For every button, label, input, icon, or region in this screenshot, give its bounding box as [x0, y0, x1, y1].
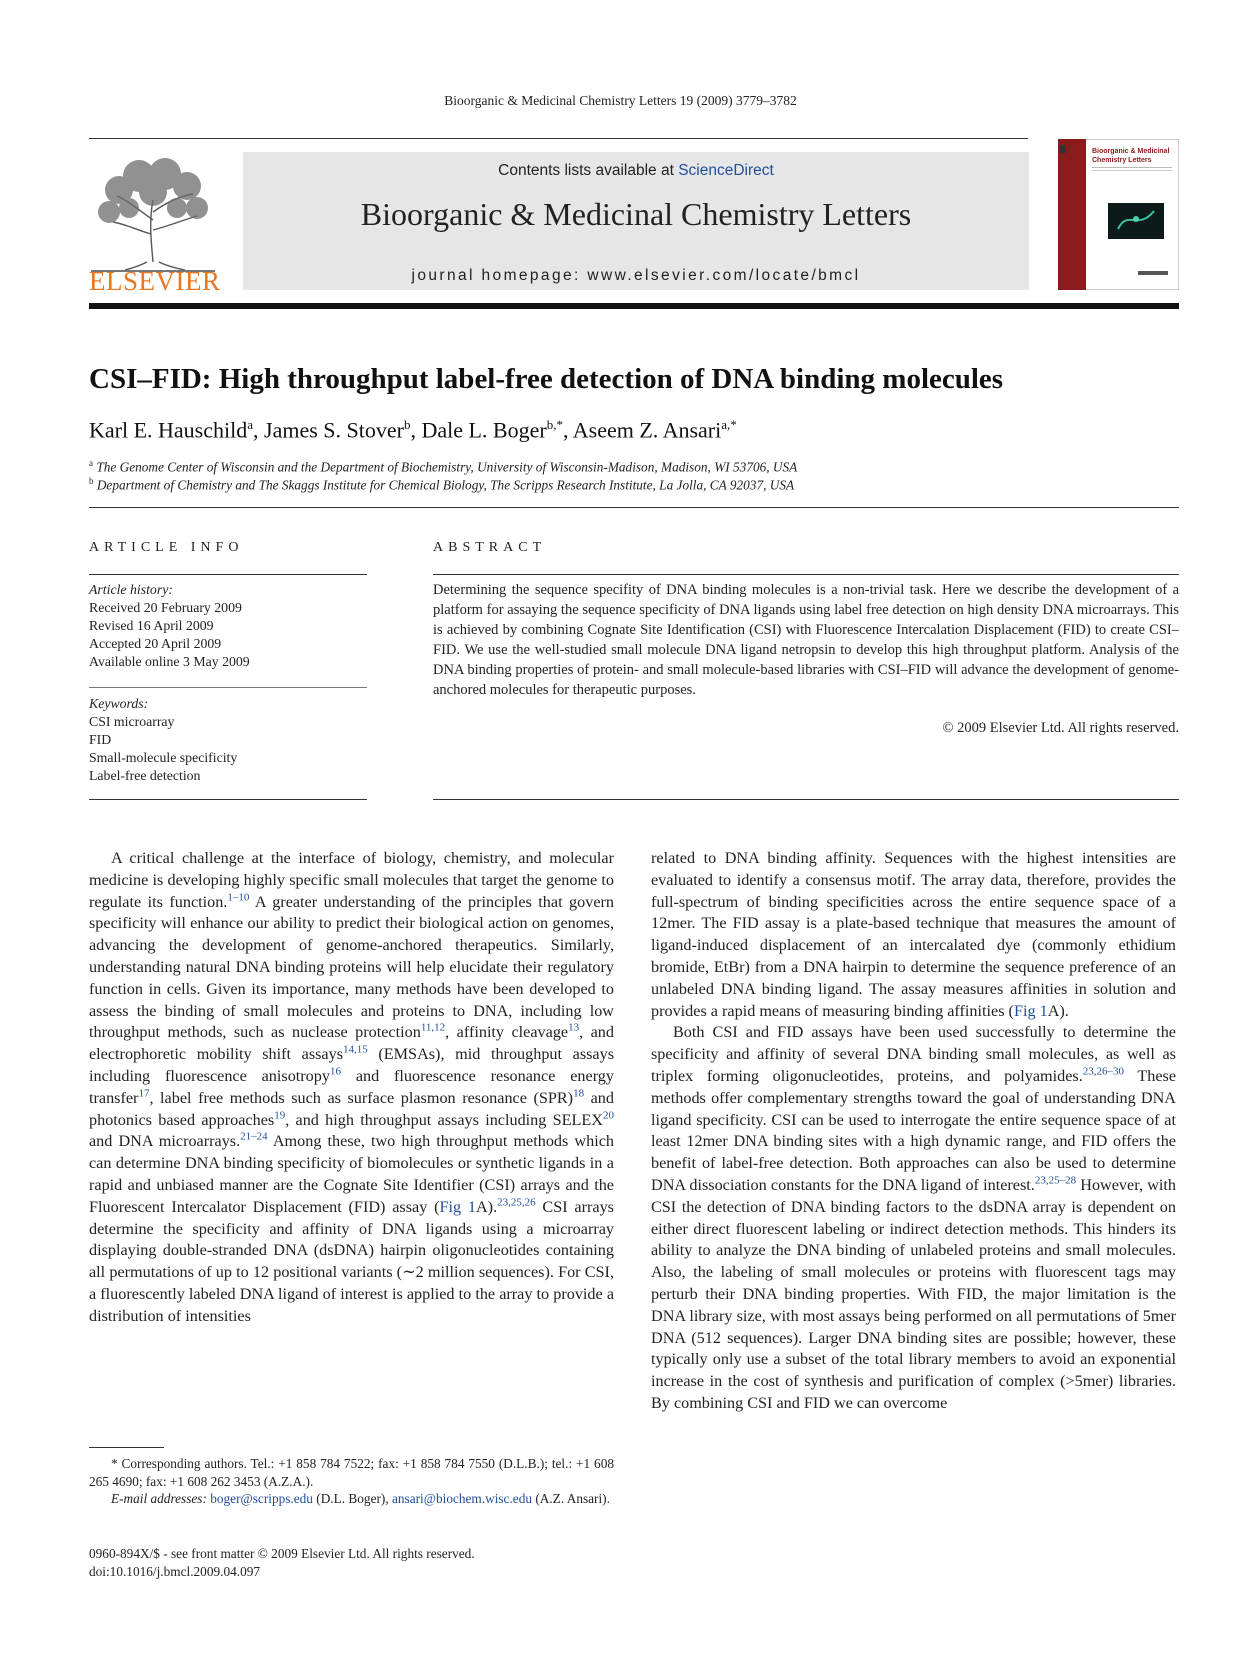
copyright-notice: © 2009 Elsevier Ltd. All rights reserved. [942, 720, 1179, 736]
journal-homepage[interactable]: journal homepage: www.elsevier.com/locate/bmcl [411, 267, 861, 284]
email-addresses: E-mail addresses: boger@scripps.edu (D.L. Boger), ansari@biochem.wisc.edu (A.Z. Ansari). [111, 1491, 610, 1506]
article-history: Article history: Received 20 February 2009 Revised 16 April 2009 Accepted 20 April 2009 Available online 3 May 2009 [89, 581, 367, 671]
keywords: Keywords: CSI microarray FID Small-molecule specificity Label-free detection [89, 695, 367, 785]
journal-cover-thumbnail [1058, 139, 1179, 290]
doi-line[interactable]: doi:10.1016/j.bmcl.2009.04.097 [89, 1564, 261, 1579]
sciencedirect-link[interactable]: ScienceDirect [678, 162, 774, 179]
reference-link[interactable]: 20 [603, 1109, 615, 1122]
body-column-right [651, 848, 1176, 1415]
affiliation-b: $^b$ Department of Chemistry and The Skaggs Institute for Chemical Biology, The Scripps Research Institute, La Jolla, CA 92037, USA [89, 476, 795, 493]
article-title: CSI–FID: High throughput label-free detection of DNA binding molecules [89, 363, 1004, 395]
journal-banner [243, 152, 1029, 290]
footnote-rule [89, 1447, 164, 1448]
abstract-heading: ABSTRACT [433, 540, 547, 555]
contents-line: Contents lists available at ScienceDirect [498, 162, 774, 179]
history-item: Accepted 20 April 2009 [89, 636, 222, 651]
paragraph: related to DNA binding affinity. Sequences with the highest intensities are evaluated to identify a consensus motif. The array data, therefore, provides the full-spectrum of binding specificities across the entire sequence space of a 12mer. The FID assay is a plate-based technique that measures the amount of ligand-induced displacement of an intercalated dye (commonly ethidium bromide, EtBr) from a DNA hairpin to determine the sequence preference of an unlabeled DNA binding ligand. The assay measures affinities in solution and provides a rapid means of measuring binding affinities (Fig 1A). [651, 849, 1176, 1020]
email-link[interactable]: ansari@biochem.wisc.edu [391, 1491, 532, 1506]
reference-link[interactable]: 16 [329, 1065, 341, 1078]
reference-link[interactable]: 13 [568, 1021, 580, 1034]
author-name: Karl E. Hauschild [89, 417, 248, 443]
author-name: Aseem Z. Ansari [572, 417, 722, 443]
reference-link[interactable]: 14,15 [343, 1043, 368, 1056]
email-link[interactable]: boger@scripps.edu [210, 1491, 313, 1506]
article-info-heading: ARTICLE INFO [89, 540, 244, 555]
affiliation-rule [89, 507, 1179, 508]
reference-link[interactable]: 19 [274, 1109, 286, 1122]
abstract-text: Determining the sequence specifity of DNA binding molecules is a non-trivial task. Here we describe the development of a platform for assaying the sequence specificity of DNA ligands using label free detection on high density DNA microarrays. This is achieved by combining Cognate Site Identification (CSI) with Fluorescence Intercalation Displacement (FID) to create CSI–FID. We use the well-studied small molecule DNA ligand netropsin to develop this high throughput platform. Analysis of the DNA binding properties of protein- and small molecule-based libraries with CSI–FID will advance the development of genome-anchored molecules for therapeutic purposes. [433, 582, 1179, 698]
journal-citation: Bioorganic & Medicinal Chemistry Letters 19 (2009) 3779–3782 [444, 93, 797, 108]
keyword: Label-free detection [89, 768, 201, 783]
author-name: Dale L. Boger [421, 417, 547, 443]
header-rule [89, 138, 1028, 139]
author-name: James S. Stover [264, 417, 404, 443]
paragraph: Both CSI and FID assays have been used successfully to determine the specificity and affinity of several DNA binding small molecules, as well as triplex forming oligonucleotides, proteins, and polyamides.$^{23,26-30}$ These methods offer complementary strengths toward the goal of understanding DNA ligand specificity. CSI can be used to interrogate the entire sequence space of at least 12mer DNA binding sites with a high dynamic range, and FID offers the benefit of label-free detection. Both approaches can also be used to determine DNA dissociation constants for the DNA ligand of interest.$^{23,25-28}$ However, with CSI the detection of DNA binding factors to the dsDNA array is dependent on either direct fluorescent labeling or indirect detection methods. This hinders its ability to analyze the DNA binding of unlabeled proteins and small molecules. Also, the labeling of small molecules or proteins with fluorescent tags may perturb their DNA binding properties. With FID, the major limitation is the DNA library size, with most assays being performed on all permutations of 5mer DNA (512 sequences). Larger DNA binding sites are possible; however, these typically only use a subset of the total library members to avoid an exponential increase in the cost of synthesis and purification of complex (>5mer) libraries. By combining CSI and FID we can overcome [651, 1023, 1177, 1412]
reference-link[interactable]: 11,12 [420, 1021, 446, 1034]
abstract-bottom-rule [433, 799, 1179, 800]
info-bottom-rule [89, 799, 367, 800]
figure-link[interactable]: Fig 1 [439, 1197, 476, 1216]
info-divider [89, 687, 367, 688]
svg-text:Bioorganic & Medicinal: Bioorganic & Medicinal [1092, 148, 1170, 155]
paragraph: A critical challenge at the interface of biology, chemistry, and molecular medicine is developing highly specific small molecules that target the genome to regulate its function.$^{1-10}$ A greater understanding of the principles that govern specificity will enhance our ability to predict their biological action on genomes, advancing the development of genome-anchored therapeutics. Similarly, understanding natural DNA binding proteins will help elucidate their regulatory function in cells. Given its importance, many methods have been developed to assess the binding of small molecules and proteins to DNA, including low throughput methods, such as nuclease protection$^{11,12}$, affinity cleavage$^{13}$, and electrophoretic mobility shift assays$^{14,15}$ (EMSAs), mid throughput assays including fluorescence anisotropy$^{16}$ and fluorescence resonance energy transfer$^{17}$, label free methods such as surface plasmon resonance (SPR)$^{18}$ and photonics based approaches$^{19}$, and high throughput assays including SELEX$^{20}$ and DNA microarrays.$^{21-24}$ Among these, two high throughput methods which can determine DNA binding specificity of biomolecules or synthetic ligands in a rapid and unbiased manner are the Cognate Site Identifier (CSI) arrays and the Fluorescent Intercalator Displacement (FID) assay (Fig 1A).$^{23,25,26}$ CSI arrays determine the specificity and affinity of DNA ligands using a microarray displaying double-stranded DNA (dsDNA) hairpin oligonucleotides containing all permutations of up to 12 positional variants (∼2 million sequences). For CSI, a fluorescently labeled DNA ligand of interest is applied to the array to provide a distribution of intensities [89, 849, 615, 1325]
figure-link[interactable]: Fig 1 [1013, 1001, 1048, 1020]
history-item: Available online 3 May 2009 [89, 654, 250, 669]
history-item: Revised 16 April 2009 [89, 618, 214, 633]
reference-link[interactable]: 23,25,26 [497, 1196, 536, 1209]
keyword: FID [89, 732, 112, 747]
keyword: Small-molecule specificity [89, 750, 238, 765]
keyword: CSI microarray [89, 714, 175, 729]
svg-text:Chemistry Letters: Chemistry Letters [1092, 157, 1152, 164]
reference-link[interactable]: 1–10 [227, 891, 250, 904]
reference-link[interactable]: 21–24 [240, 1130, 268, 1143]
reference-link[interactable]: 17 [138, 1087, 150, 1100]
affiliation-a: $^a$ The Genome Center of Wisconsin and the Department of Biochemistry, University of Wisconsin-Madison, Madison, WI 53706, USA [89, 458, 798, 475]
corresponding-author-note: * Corresponding authors. Tel.: +1 858 784 7522; fax: +1 858 784 7550 (D.L.B.); tel.: +1 608 265 4690; fax: +1 608 262 3453 (A.Z.A.). [89, 1456, 614, 1489]
reference-link[interactable]: 23,25–28 [1034, 1174, 1077, 1187]
info-rule [89, 574, 367, 575]
reference-link[interactable]: 23,26–30 [1082, 1065, 1125, 1078]
journal-name: Bioorganic & Medicinal Chemistry Letters [360, 196, 912, 232]
history-item: Received 20 February 2009 [89, 600, 242, 615]
reference-link[interactable]: 18 [573, 1087, 585, 1100]
author-list: Karl E. Hauschild$^a$, James S. Stover$^b$, Dale L. Boger$^{b,*}$, Aseem Z. Ansari$^{a,*}$ [89, 417, 737, 443]
issn-line: 0960-894X/$ - see front matter © 2009 Elsevier Ltd. All rights reserved. [89, 1546, 475, 1561]
abstract-rule [433, 574, 1179, 575]
body-column-left [89, 848, 614, 1328]
header-thick-rule [89, 303, 1179, 309]
publisher-name: ELSEVIER [89, 266, 221, 296]
